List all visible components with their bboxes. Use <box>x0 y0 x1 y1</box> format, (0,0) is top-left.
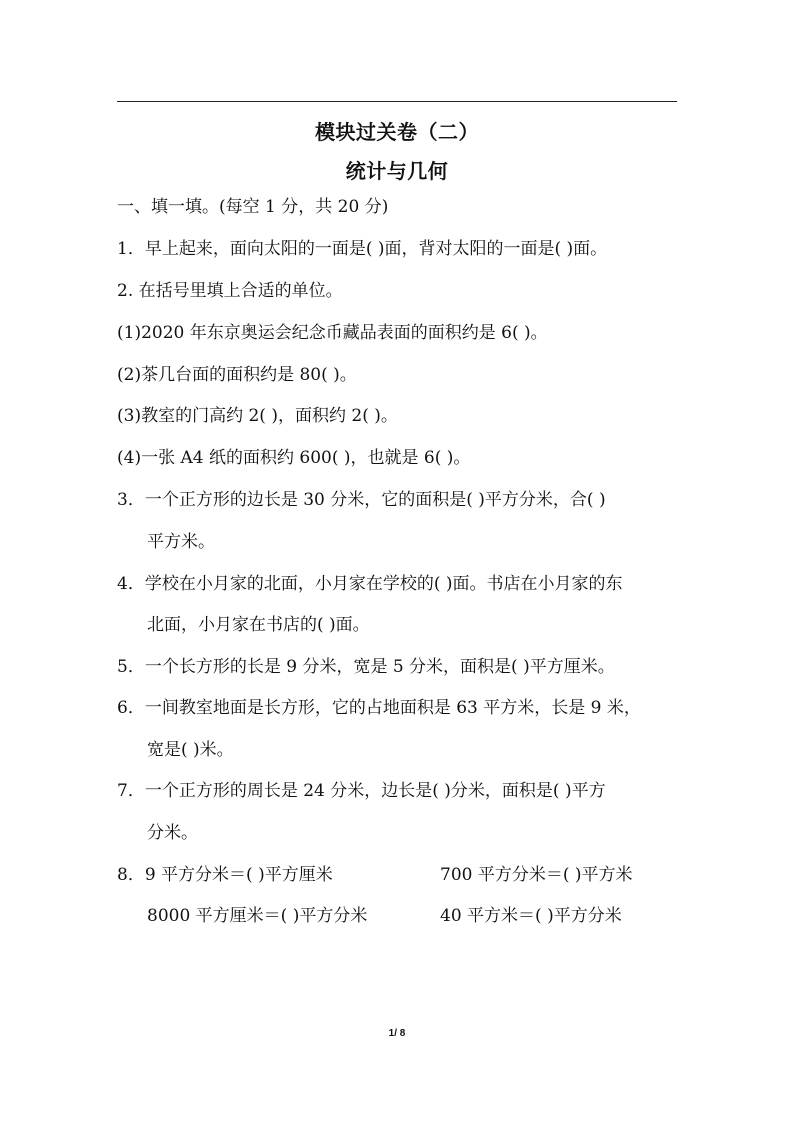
question-2: 2. 在括号里填上合适的单位。 <box>117 281 343 301</box>
question-5: 5．一个长方形的长是 9 分米，宽是 5 分米，面积是( )平方厘米。 <box>117 657 615 677</box>
page-number: 1/ 8 <box>388 1028 406 1039</box>
page-subtitle: 统计与几何 <box>345 159 449 183</box>
question-7-line-1: 7．一个正方形的周长是 24 分米，边长是( )分米，面积是( )平方 <box>117 781 606 801</box>
question-6-line-1: 6．一间教室地面是长方形，它的占地面积是 63 平方米，长是 9 米， <box>117 698 641 718</box>
question-2-part-1: (1)2020 年东京奥运会纪念币藏品表面的面积约是 6( )。 <box>117 323 548 343</box>
question-6-line-2: 宽是( )米。 <box>147 740 234 760</box>
question-4-line-2: 北面，小月家在书店的( )面。 <box>147 615 370 635</box>
question-4-line-1: 4．学校在小月家的北面，小月家在学校的( )面。书店在小月家的东 <box>117 574 623 594</box>
question-2-part-3: (3)教室的门高约 2( )，面积约 2( )。 <box>117 406 398 426</box>
question-8-line-2: 分米。 <box>147 823 198 843</box>
top-rule <box>117 101 677 102</box>
question-8-item-2: 700 平方分米＝( )平方米 <box>440 865 633 885</box>
question-2-part-4: (4)一张 A4 纸的面积约 600( )，也就是 6( )。 <box>117 448 471 468</box>
question-8-item-4: 40 平方米＝( )平方分米 <box>440 906 622 926</box>
question-1: 1．早上起来，面向太阳的一面是( )面，背对太阳的一面是( )面。 <box>117 239 608 259</box>
page-title: 模块过关卷（二） <box>315 120 479 144</box>
question-8-item-3: 8000 平方厘米＝( )平方分米 <box>147 906 368 926</box>
section-heading: 一、填一填。(每空 1 分，共 20 分) <box>117 197 389 217</box>
question-8-item-1: 8．9 平方分米＝( )平方厘米 <box>117 865 333 885</box>
question-3-line-1: 3．一个正方形的边长是 30 分米，它的面积是( )平方分米，合( ) <box>117 490 606 510</box>
question-2-part-2: (2)茶几台面的面积约是 80( )。 <box>117 365 357 385</box>
question-3-line-2: 平方米。 <box>147 532 215 552</box>
